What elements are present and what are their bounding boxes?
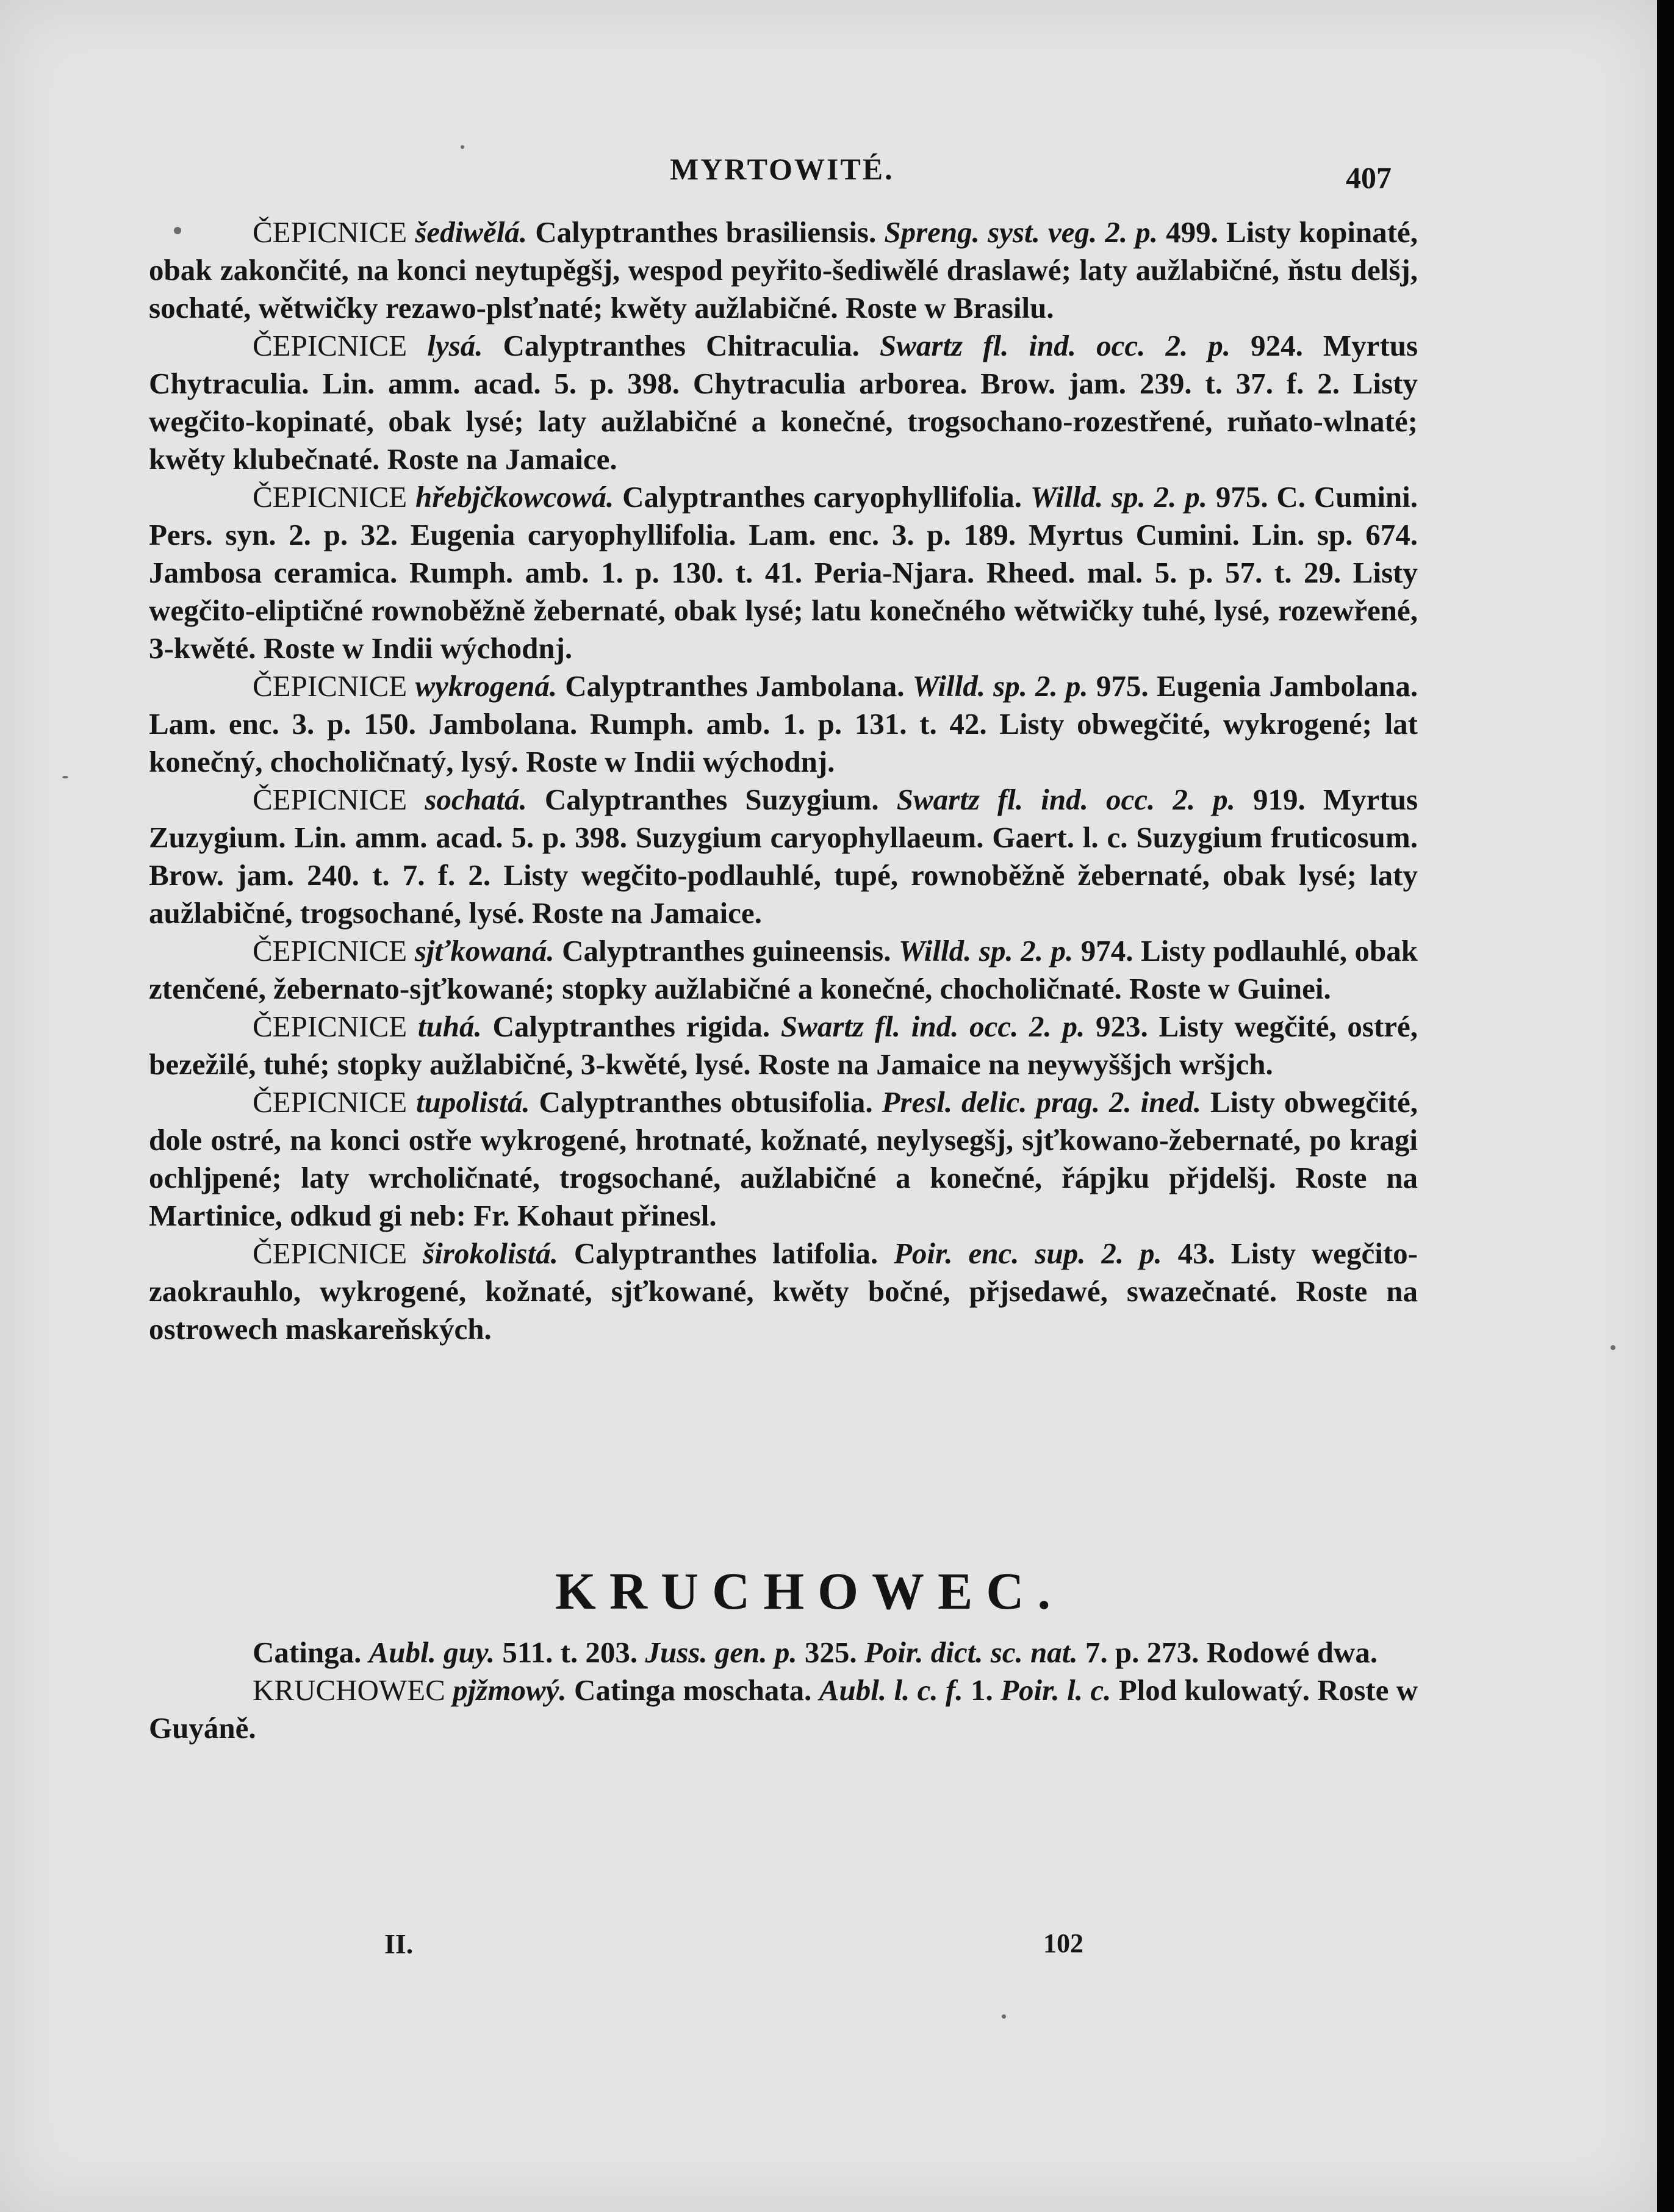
species-name: ČEPICNICE (253, 934, 408, 968)
genus-species-entry (149, 1672, 1418, 1747)
species-epithet: tupolistá. (416, 1085, 530, 1119)
species-epithet: sjťkowaná. (414, 934, 555, 968)
genus-section (149, 1634, 1418, 1747)
genus-synonym: Catinga. (253, 1636, 362, 1669)
signature-mark: II. (384, 1928, 414, 1959)
genus-title: KRUCHOWEC. (555, 1562, 1064, 1620)
ink-speck (461, 145, 464, 149)
description: 923. Listy wegčité, ostré, bezežilé, tuhé; stopky aužlabičné, 3-kwěté, lysé. Roste na Jamaice na neywyššjch wršjch. (149, 1010, 1418, 1081)
citation: Swartz fl. ind. occ. 2. p. (896, 783, 1235, 816)
citation: Poir. dict. sc. nat. (864, 1636, 1078, 1669)
species-epithet: wykrogená. (415, 669, 558, 703)
species-epithet: šediwělá. (415, 215, 528, 249)
species-name: ČEPICNICE (253, 783, 408, 816)
citation-numbers: 1. (970, 1673, 993, 1707)
species-entry (149, 214, 1418, 327)
description: 919. Myrtus Zuzygium. Lin. amm. acad. 5. p. 398. Suzygium caryophyllaeum. Gaert. l. c. Suzygium fruticosum. Brow. jam. 240. t. 7. f. 2. Listy wegčito-podlauhlé, tupé, rownoběžně žebernaté, obak lysé; laty aužlabičné, trogsochané, lysé. Roste na Jamaice. (149, 783, 1418, 930)
citation: Willd. sp. 2. p. (899, 934, 1074, 968)
species-entry (149, 781, 1418, 932)
citation-numbers: 325. (804, 1636, 857, 1669)
species-name: ČEPICNICE (253, 1237, 408, 1270)
citation: Juss. gen. p. (645, 1636, 797, 1669)
page-number: 407 (1346, 160, 1392, 195)
species-epithet: hřebjčkowcowá. (415, 480, 614, 514)
species-epithet: sochatá. (425, 783, 527, 816)
description: Plod kulowatý. Roste w Guyáně. (149, 1673, 1418, 1745)
citation-numbers: 7. p. 273. Rodowé dwa. (1085, 1636, 1378, 1669)
latin-name: Catinga moschata. (574, 1673, 812, 1707)
species-epithet: lysá. (427, 329, 483, 362)
citation: Aubl. guy. (368, 1636, 495, 1669)
description: 924. Myrtus Chytraculia. Lin. amm. acad. 5. p. 398. Chytraculia arborea. Brow. jam. 239. t. 37. f. 2. Listy wegčito-kopinaté, obak lysé; laty aužlabičné a konečné, trogsochano-rozestřené, ruňato-wlnaté; kwěty klubečnaté. Roste na Jamaice. (149, 329, 1418, 476)
species-entry (149, 1235, 1418, 1348)
citation: Willd. sp. 2. p. (912, 669, 1088, 703)
species-entry (149, 1008, 1418, 1083)
ink-speck (1002, 2014, 1006, 2019)
species-epithet: tuhá. (417, 1010, 482, 1043)
species-epithet: pjžmowý. (453, 1673, 567, 1707)
citation: Poir. l. c. (1000, 1673, 1112, 1707)
description: Listy obwegčité, dole ostré, na konci ostře wykrogené, hrotnaté, kožnaté, neylysegšj, sjťkowano-žebernaté, po kragi ochljpené; laty wrcholičnaté, trogsochané, aužlabičné a konečné, řápjku přjdelšj. Roste na Martinice, odkud gi neb: Fr. Kohaut přinesl. (149, 1085, 1418, 1232)
ink-speck (62, 776, 68, 778)
latin-name: Calyptranthes caryophyllifolia. (622, 480, 1022, 514)
latin-name: Calyptranthes latifolia. (573, 1237, 878, 1270)
species-name: ČEPICNICE (253, 329, 408, 362)
species-name: KRUCHOWEC (253, 1673, 445, 1707)
latin-name: Calyptranthes guineensis. (562, 934, 891, 968)
citation: Aubl. l. c. f. (819, 1673, 963, 1707)
running-head: MYRTOWITÉ. (670, 152, 894, 186)
latin-name: Calyptranthes rigida. (492, 1010, 771, 1043)
citation: Spreng. syst. veg. 2. p. (884, 215, 1158, 249)
citation-numbers: 511. t. 203. (502, 1636, 638, 1669)
species-entry (149, 667, 1418, 781)
species-entry (149, 1083, 1418, 1235)
sheet-number: 102 (1043, 1928, 1083, 1958)
species-entry (149, 327, 1418, 478)
species-entry (149, 932, 1418, 1008)
ink-speck (174, 227, 181, 234)
scan-edge (1657, 0, 1674, 2212)
description: 974. Listy podlauhlé, obak ztenčené, žebernato-sjťkowané; stopky aužlabičné a konečné, chocholičnaté. Roste w Guinei. (149, 934, 1418, 1005)
species-entries (149, 214, 1418, 1348)
species-epithet: širokolistá. (423, 1237, 558, 1270)
species-name: ČEPICNICE (253, 1085, 408, 1119)
genus-intro (149, 1634, 1418, 1672)
ink-speck (1611, 1345, 1615, 1350)
citation: Swartz fl. ind. occ. 2. p. (879, 329, 1231, 362)
description: 975. C. Cumini. Pers. syn. 2. p. 32. Eugenia caryophyllifolia. Lam. enc. 3. p. 189. Myrtus Cumini. Lin. sp. 674. Jambosa ceramica. Rumph. amb. 1. p. 130. t. 41. Peria-Njara. Rheed. mal. 5. p. 57. t. 29. Listy wegčito-eliptičné rownoběžně žebernaté, obak lysé; latu konečného wětwičky tuhé, lysé, rozewřené, 3-kwěté. Roste w Indii wýchodnj. (149, 480, 1418, 665)
latin-name: Calyptranthes Chitraculia. (503, 329, 860, 362)
citation: Presl. delic. prag. 2. ined. (882, 1085, 1202, 1119)
description: 43. Listy wegčito-zaokrauhlo, wykrogené, kožnaté, sjťkowané, kwěty bočné, přjsedawé, swazečnaté. Roste na ostrowech maskareňských. (149, 1237, 1418, 1346)
citation: Poir. enc. sup. 2. p. (893, 1237, 1162, 1270)
citation: Swartz fl. ind. occ. 2. p. (780, 1010, 1085, 1043)
citation: Willd. sp. 2. p. (1030, 480, 1208, 514)
species-entry (149, 478, 1418, 667)
latin-name: Calyptranthes Suzygium. (544, 783, 879, 816)
latin-name: Calyptranthes obtusifolia. (539, 1085, 873, 1119)
description: 499. Listy kopinaté, obak zakončité, na konci neytupěgšj, wespod peyřito-šediwělé draslawé; laty aužlabičné, ňstu delšj, sochaté, wětwičky rezawo-plsťnaté; kwěty aužlabičné. Roste w Brasilu. (149, 215, 1418, 325)
species-name: ČEPICNICE (253, 480, 408, 514)
species-name: ČEPICNICE (253, 215, 408, 249)
latin-name: Calyptranthes brasiliensis. (535, 215, 877, 249)
description: 975. Eugenia Jambolana. Lam. enc. 3. p. 150. Jambolana. Rumph. amb. 1. p. 131. t. 42. Listy obwegčité, wykrogené; lat konečný, chocholičnatý, lysý. Roste w Indii wýchodnj. (149, 669, 1418, 778)
species-name: ČEPICNICE (253, 1010, 408, 1043)
species-name: ČEPICNICE (253, 669, 408, 703)
latin-name: Calyptranthes Jambolana. (565, 669, 905, 703)
